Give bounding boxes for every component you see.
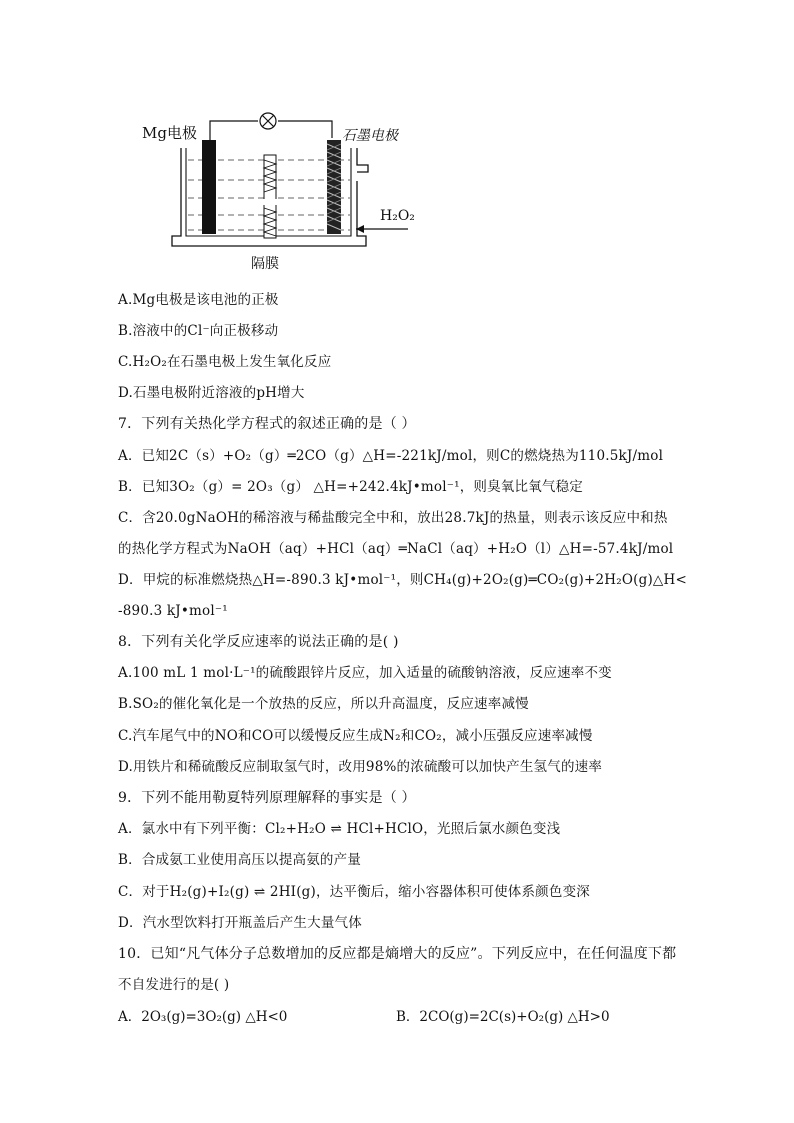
question-10-line2: 不自发进行的是( ) bbox=[118, 977, 230, 993]
graphite-electrode-label: 石墨电极 bbox=[342, 128, 398, 144]
q7-option-d-line1: D．甲烷的标准燃烧热△H=-890.3 kJ•mol⁻¹，则CH₄(g)+2O₂(g)═CO₂(g)+2H₂O(g)△H< bbox=[118, 572, 687, 588]
graphite-electrode bbox=[327, 140, 341, 234]
question-8: 8．下列有关化学反应速率的说法正确的是( ) bbox=[118, 634, 399, 650]
q9-option-a: A．氯水中有下列平衡：Cl₂+H₂O ⇌ HCl+HClO，光照后氯水颜色变浅 bbox=[118, 821, 561, 837]
q7-option-c-line1: C．含20.0gNaOH的稀溶液与稀盐酸完全中和，放出28.7kJ的热量，则表示该反应中和热 bbox=[118, 510, 668, 526]
q6-option-a: A.Mg电极是该电池的正极 bbox=[118, 292, 279, 308]
q8-option-c: C.汽车尾气中的NO和CO可以缓慢反应生成N₂和CO₂，减小压强反应速率减慢 bbox=[118, 728, 593, 744]
bulb-icon bbox=[260, 113, 276, 129]
q7-option-b: B．已知3O₂（g）= 2O₃（g） △H=+242.4kJ•mol⁻¹，则臭氧比氧气稳定 bbox=[118, 479, 584, 495]
h2o2-label: H₂O₂ bbox=[380, 208, 415, 224]
battery-cell-diagram bbox=[140, 108, 440, 278]
q6-option-d: D.石墨电极附近溶液的pH增大 bbox=[118, 385, 305, 401]
q10-options-row bbox=[118, 1007, 610, 1027]
q10-option-a: A．2O₃(g)=3O₂(g) △H<0 bbox=[118, 1009, 288, 1025]
q7-option-d-line2: -890.3 kJ•mol⁻¹ bbox=[118, 603, 228, 619]
q7-option-a: A．已知2C（s）+O₂（g）═2CO（g）△H=-221kJ/mol，则C的燃烧热为110.5kJ/mol bbox=[118, 448, 664, 464]
question-9: 9．下列不能用勒夏特列原理解释的事实是（ ） bbox=[118, 790, 416, 806]
q8-option-a: A.100 mL 1 mol·L⁻¹的硫酸跟锌片反应，加入适量的硫酸钠溶液，反应速率不变 bbox=[118, 665, 612, 681]
membrane bbox=[254, 155, 284, 238]
q6-option-b: B.溶液中的Cl⁻向正极移动 bbox=[118, 323, 279, 339]
arrow-left-icon bbox=[356, 225, 408, 233]
q9-option-b: B．合成氨工业使用高压以提高氨的产量 bbox=[118, 852, 362, 868]
q8-option-d: D.用铁片和稀硫酸反应制取氢气时，改用98%的浓硫酸可以加快产生氢气的速率 bbox=[118, 759, 603, 775]
membrane-label: 隔膜 bbox=[251, 256, 279, 272]
question-10-line1: 10．已知“凡气体分子总数增加的反应都是熵增大的反应”。下列反应中，在任何温度下都 bbox=[118, 946, 677, 962]
mg-electrode bbox=[202, 140, 216, 234]
mg-electrode-label: Mg电极 bbox=[142, 124, 197, 142]
q7-option-c-line2: 的热化学方程式为NaOH（aq）+HCl（aq）═NaCl（aq）+H₂O（l）△H=-57.4kJ/mol bbox=[118, 541, 674, 557]
q9-option-c: C．对于H₂(g)+I₂(g) ⇌ 2HI(g)，达平衡后，缩小容器体积可使体系颜色变深 bbox=[118, 884, 590, 900]
q6-option-c: C.H₂O₂在石墨电极上发生氧化反应 bbox=[118, 354, 332, 370]
question-7: 7．下列有关热化学方程式的叙述正确的是（ ） bbox=[118, 416, 416, 432]
q8-option-b: B.SO₂的催化氧化是一个放热的反应，所以升高温度，反应速率减慢 bbox=[118, 696, 529, 712]
q9-option-d: D．汽水型饮料打开瓶盖后产生大量气体 bbox=[118, 915, 362, 931]
q10-option-b: B．2CO(g)=2C(s)+O₂(g) △H>0 bbox=[396, 1009, 610, 1025]
